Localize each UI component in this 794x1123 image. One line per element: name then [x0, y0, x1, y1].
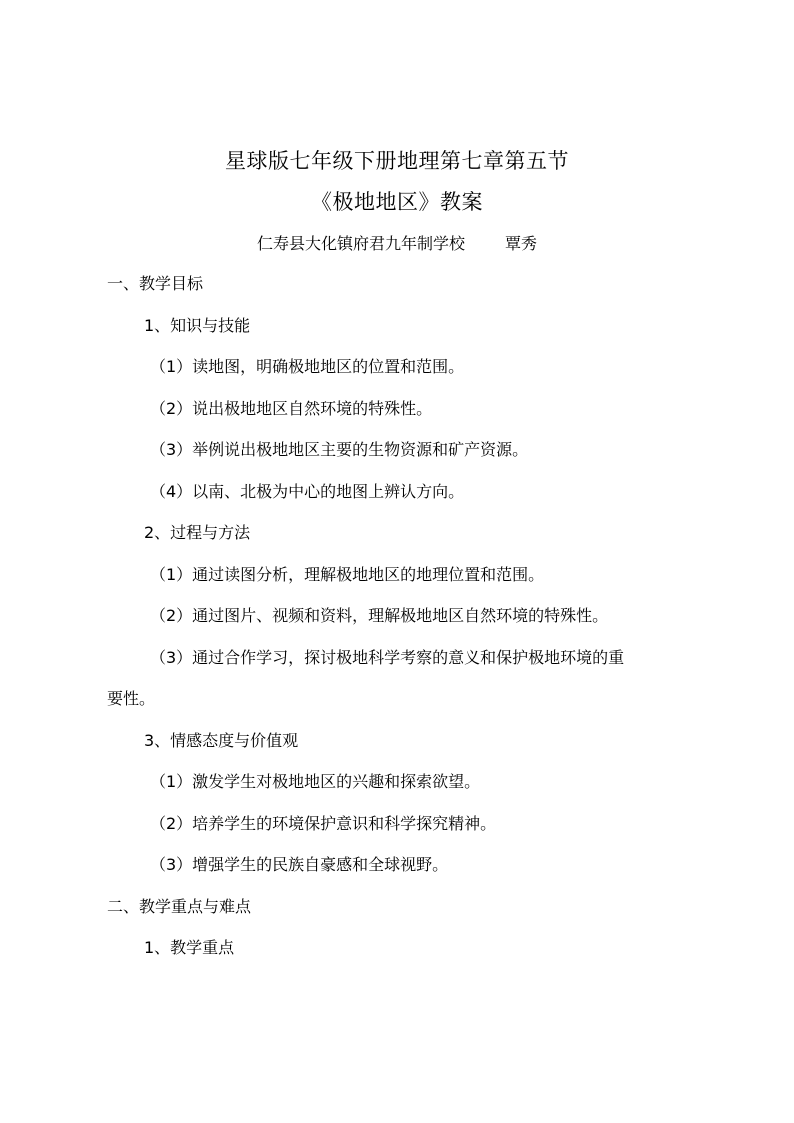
- document-subtitle: 《极地地区》教案: [311, 190, 483, 214]
- subsection-heading-knowledge: 1、知识与技能: [144, 316, 251, 335]
- section-heading-objectives: 一、教学目标: [107, 274, 204, 293]
- school-name: 仁寿县大化镇府君九年制学校: [256, 234, 465, 253]
- subsection-heading-process: 2、过程与方法: [144, 523, 251, 542]
- list-item: （1）通过读图分析，理解极地地区的地理位置和范围。: [150, 565, 545, 584]
- list-item: （3）举例说出极地地区主要的生物资源和矿产资源。: [150, 440, 529, 459]
- list-item: （2）培养学生的环境保护意识和科学探究精神。: [150, 814, 497, 833]
- author-name: 覃秀: [505, 234, 538, 253]
- list-item: （2）通过图片、视频和资料，理解极地地区自然环境的特殊性。: [150, 606, 609, 625]
- subsection-heading-teaching-focus: 1、教学重点: [144, 938, 235, 957]
- list-item: （1）激发学生对极地地区的兴趣和探索欲望。: [150, 772, 481, 791]
- author-line: [0, 231, 794, 254]
- section-heading-key-points: 二、教学重点与难点: [107, 897, 252, 916]
- list-item: （3）增强学生的民族自豪感和全球视野。: [150, 855, 449, 874]
- list-item: （3）通过合作学习，探讨极地科学考察的意义和保护极地环境的重: [150, 648, 625, 667]
- list-item: （1）读地图，明确极地地区的位置和范围。: [150, 357, 465, 376]
- subsection-heading-attitude: 3、情感态度与价值观: [144, 731, 299, 750]
- list-item: （4）以南、北极为中心的地图上辨认方向。: [150, 482, 465, 501]
- list-item: （2）说出极地地区自然环境的特殊性。: [150, 399, 433, 418]
- document-title: 星球版七年级下册地理第七章第五节: [225, 149, 569, 173]
- list-item-continuation: 要性。: [107, 689, 156, 708]
